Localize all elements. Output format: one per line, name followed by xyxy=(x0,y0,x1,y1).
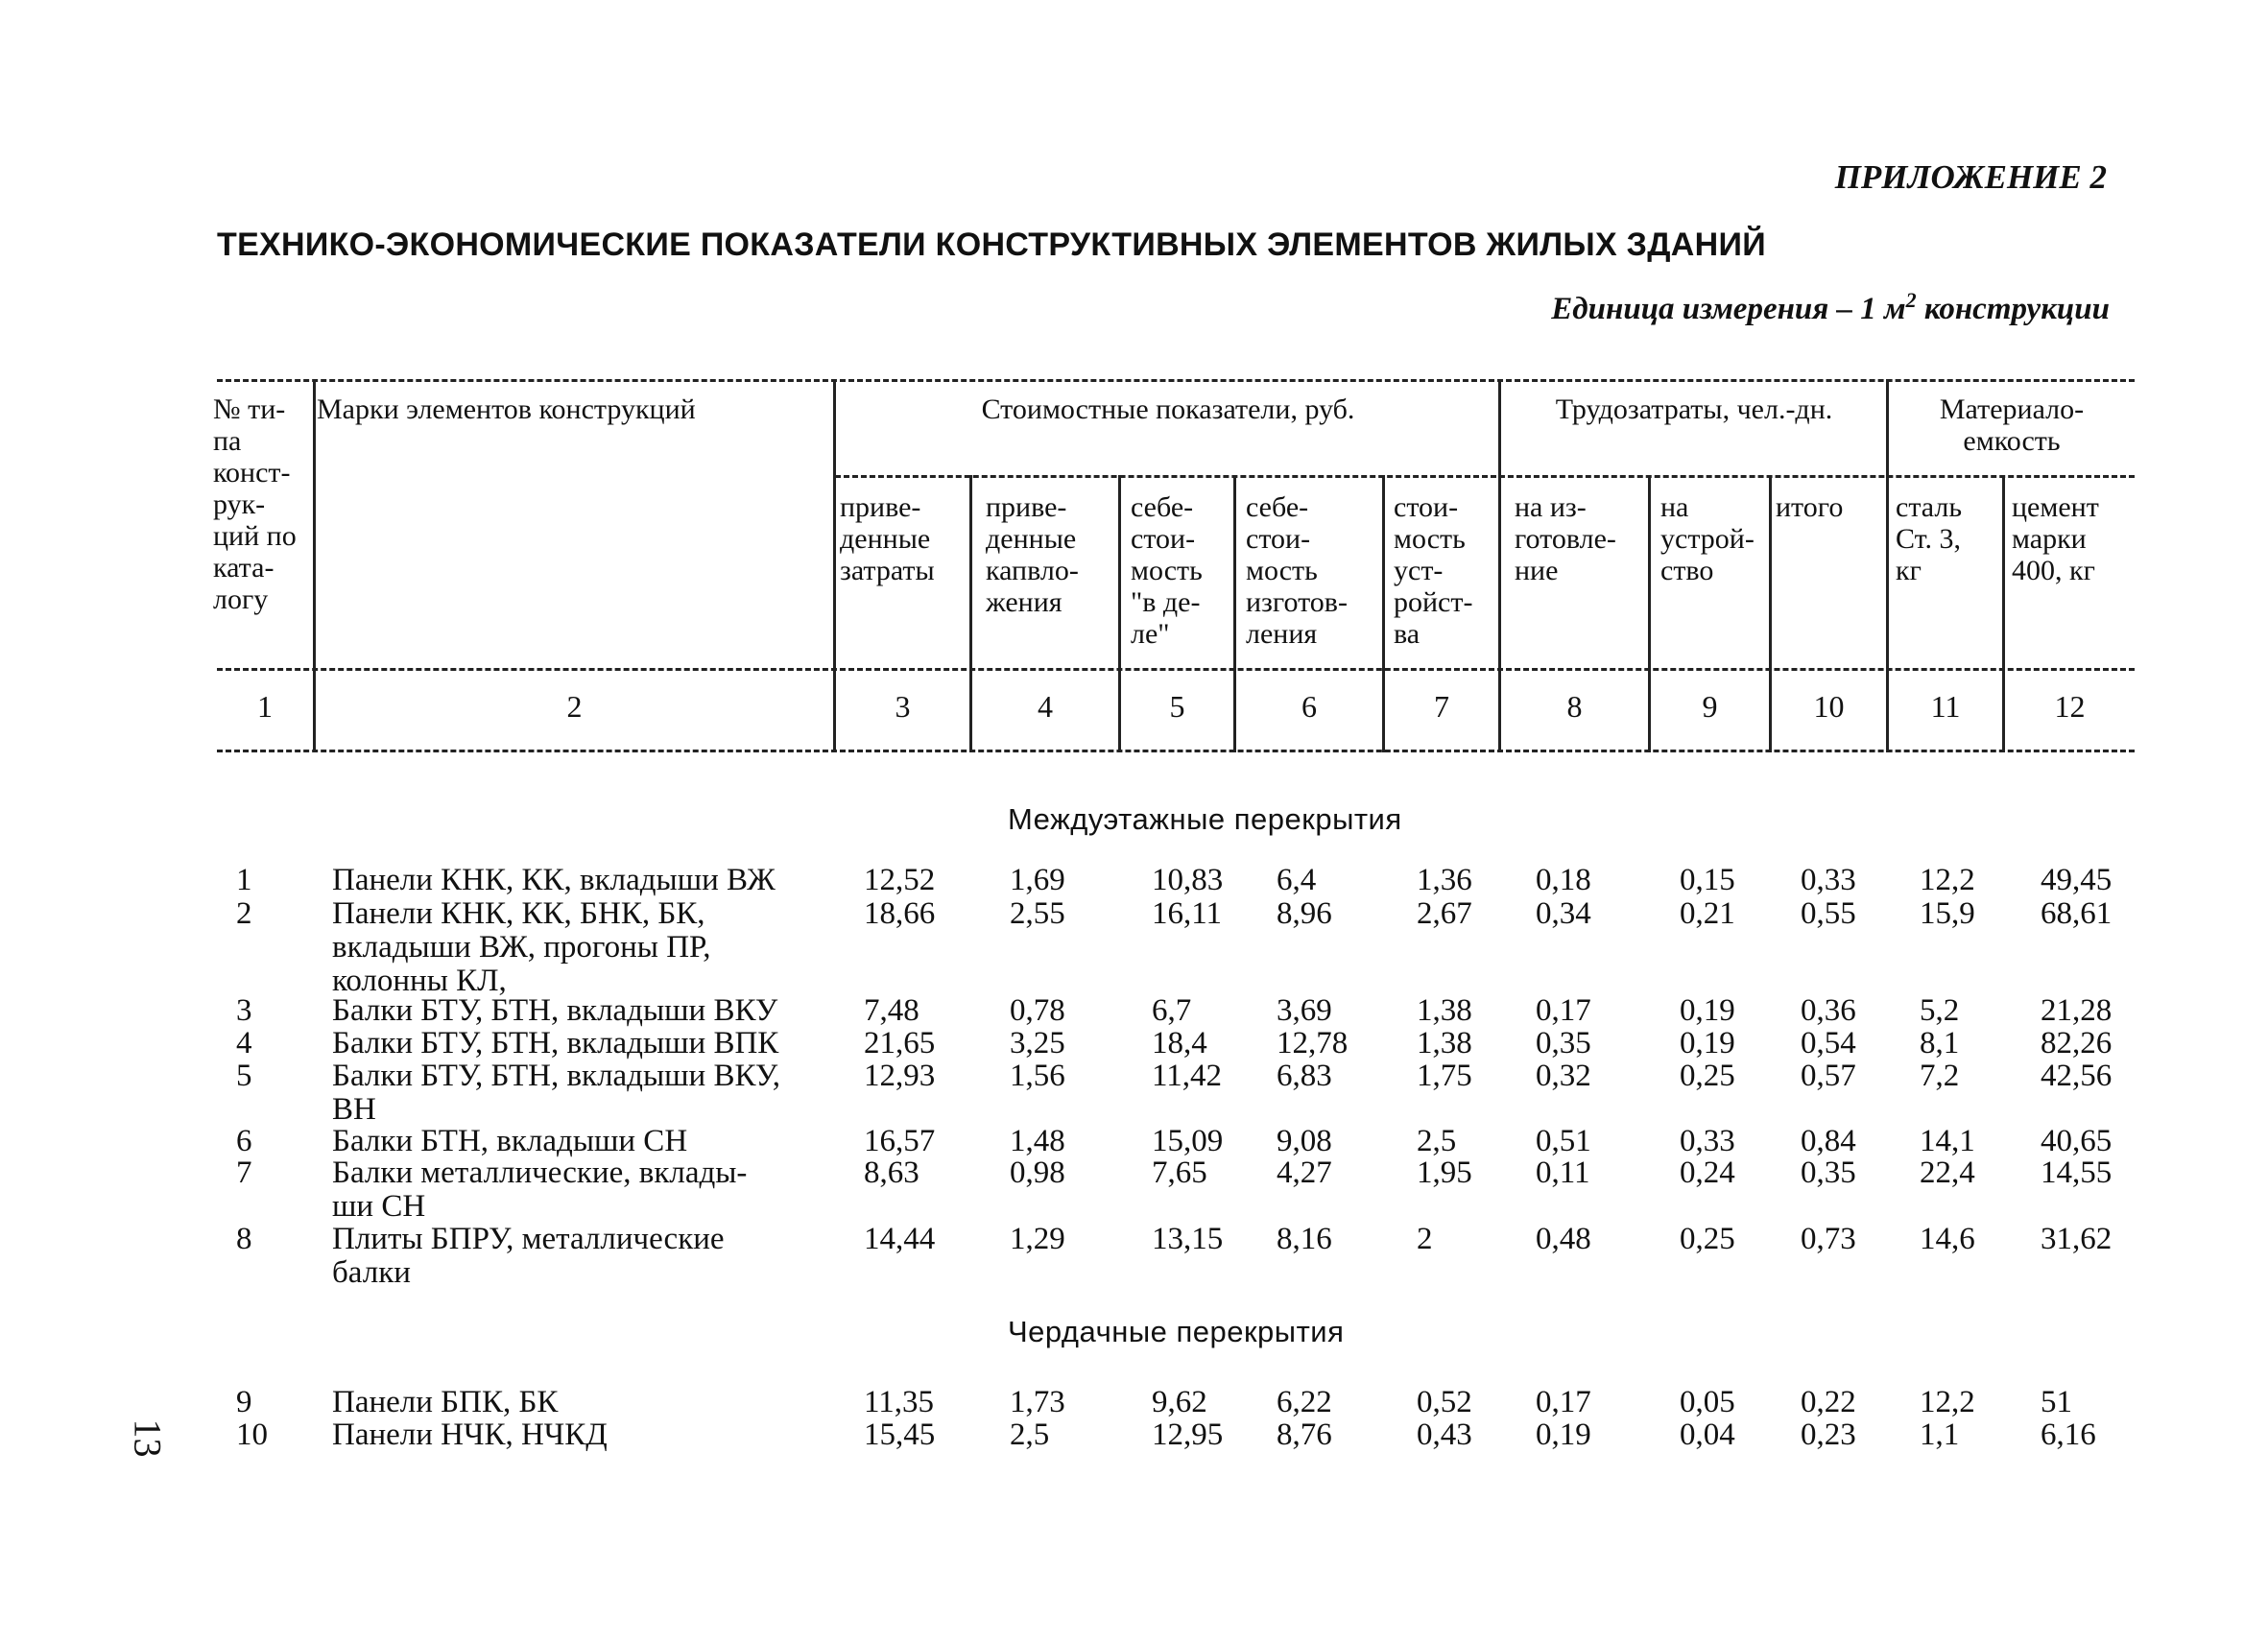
cell-value: 12,52 xyxy=(864,863,936,897)
column-number: 7 xyxy=(1434,689,1449,724)
row-number: 1 xyxy=(236,863,252,897)
cell-value: 1,73 xyxy=(1010,1385,1065,1419)
cell-value: 18,66 xyxy=(864,896,936,931)
cell-value: 0,78 xyxy=(1010,993,1065,1028)
cell-value: 16,57 xyxy=(864,1124,936,1158)
cell-value: 16,11 xyxy=(1152,896,1223,931)
column-number: 9 xyxy=(1702,689,1718,724)
header-element-marks: Марки элементов конструкций xyxy=(317,393,696,425)
row-element-marks: Плиты БПРУ, металлические балки xyxy=(332,1222,725,1290)
unit-prefix: Единица измерения – 1 м xyxy=(1551,292,1906,326)
cell-value: 2,67 xyxy=(1417,896,1472,931)
cell-value: 0,57 xyxy=(1801,1059,1856,1093)
cell-value: 0,34 xyxy=(1536,896,1591,931)
cell-value: 14,6 xyxy=(1920,1222,1975,1256)
row-element-marks: Панели КНК, КК, вкладыши ВЖ xyxy=(332,863,776,897)
cell-value: 21,65 xyxy=(864,1026,936,1060)
cell-value: 1,75 xyxy=(1417,1059,1472,1093)
column-number: 3 xyxy=(895,689,911,724)
cell-value: 9,62 xyxy=(1152,1385,1207,1419)
row-number: 3 xyxy=(236,993,252,1028)
cell-value: 1,48 xyxy=(1010,1124,1065,1158)
cell-value: 12,95 xyxy=(1152,1418,1224,1452)
header-labor-total: итого xyxy=(1776,491,1844,523)
header-material-group: Материало- емкость xyxy=(1939,393,2085,457)
cell-value: 12,93 xyxy=(864,1059,936,1093)
header-steel: сталь Ст. 3, кг xyxy=(1896,491,1963,586)
column-number: 4 xyxy=(1038,689,1053,724)
header-bottom-rule xyxy=(217,750,2135,752)
header-reduced-costs: приве- денные затраты xyxy=(840,491,935,586)
header-labor-manufacturing: на из- готовле- ние xyxy=(1515,491,1616,586)
cell-value: 9,08 xyxy=(1277,1124,1332,1158)
cell-value: 51 xyxy=(2041,1385,2072,1419)
cell-value: 15,9 xyxy=(1920,896,1975,931)
column-number: 1 xyxy=(257,689,273,724)
cell-value: 7,48 xyxy=(864,993,919,1028)
cell-value: 8,76 xyxy=(1277,1418,1332,1452)
cell-value: 0,55 xyxy=(1801,896,1856,931)
cell-value: 0,35 xyxy=(1536,1026,1591,1060)
cell-value: 0,04 xyxy=(1680,1418,1735,1452)
cell-value: 6,83 xyxy=(1277,1059,1332,1093)
cell-value: 0,48 xyxy=(1536,1222,1591,1256)
cell-value: 68,61 xyxy=(2041,896,2113,931)
row-number: 7 xyxy=(236,1156,252,1190)
row-element-marks: Балки БТУ, БТН, вкладыши ВКУ, ВН xyxy=(332,1059,781,1127)
cell-value: 0,19 xyxy=(1536,1418,1591,1452)
column-number: 12 xyxy=(2054,689,2086,724)
cell-value: 0,73 xyxy=(1801,1222,1856,1256)
page-number: 13 xyxy=(126,1418,170,1458)
cell-value: 6,7 xyxy=(1152,993,1192,1028)
cell-value: 11,35 xyxy=(864,1385,935,1419)
cell-value: 2,5 xyxy=(1010,1418,1050,1452)
header-reduced-investments: приве- денные капвло- жения xyxy=(986,491,1079,618)
row-element-marks: Балки БТУ, БТН, вкладыши ВПК xyxy=(332,1026,779,1060)
cell-value: 7,65 xyxy=(1152,1156,1207,1190)
cell-value: 6,22 xyxy=(1277,1385,1332,1419)
column-number: 5 xyxy=(1169,689,1185,724)
cell-value: 0,98 xyxy=(1010,1156,1065,1190)
section-title: Чердачные перекрытия xyxy=(1008,1315,1345,1348)
row-element-marks: Балки БТН, вкладыши СН xyxy=(332,1124,688,1158)
header-mid-rule xyxy=(217,668,2135,671)
cell-value: 0,36 xyxy=(1801,993,1856,1028)
row-number: 10 xyxy=(236,1418,268,1452)
column-number: 10 xyxy=(1813,689,1845,724)
column-number: 8 xyxy=(1566,689,1583,724)
column-number: 2 xyxy=(566,689,583,724)
cell-value: 0,52 xyxy=(1417,1385,1472,1419)
cell-value: 0,84 xyxy=(1801,1124,1856,1158)
cell-value: 1,95 xyxy=(1417,1156,1472,1190)
cell-value: 0,15 xyxy=(1680,863,1735,897)
cell-value: 8,63 xyxy=(864,1156,919,1190)
cell-value: 18,4 xyxy=(1152,1026,1207,1060)
cell-value: 21,28 xyxy=(2041,993,2113,1028)
cell-value: 1,56 xyxy=(1010,1059,1065,1093)
row-element-marks: Балки металлические, вклады- ши СН xyxy=(332,1156,748,1224)
cell-value: 0,17 xyxy=(1536,1385,1591,1419)
cell-value: 0,05 xyxy=(1680,1385,1735,1419)
cell-value: 0,33 xyxy=(1680,1124,1735,1158)
cell-value: 0,54 xyxy=(1801,1026,1856,1060)
cell-value: 82,26 xyxy=(2041,1026,2113,1060)
cell-value: 6,16 xyxy=(2041,1418,2096,1452)
cell-value: 1,29 xyxy=(1010,1222,1065,1256)
header-labor-group: Трудозатраты, чел.-дн. xyxy=(1555,393,1833,425)
cell-value: 8,1 xyxy=(1920,1026,1960,1060)
cell-value: 2,5 xyxy=(1417,1124,1457,1158)
cell-value: 10,83 xyxy=(1152,863,1224,897)
header-manufacturing-cost: себе- стои- мость изготов- ления xyxy=(1246,491,1348,650)
cell-value: 12,2 xyxy=(1920,863,1975,897)
cell-value: 3,69 xyxy=(1277,993,1332,1028)
cell-value: 8,16 xyxy=(1277,1222,1332,1256)
row-element-marks: Панели НЧК, НЧКД xyxy=(332,1418,608,1452)
cell-value: 0,32 xyxy=(1536,1059,1591,1093)
row-number: 4 xyxy=(236,1026,252,1060)
unit-suffix: конструкции xyxy=(1916,292,2110,326)
cell-value: 22,4 xyxy=(1920,1156,1975,1190)
cell-value: 0,35 xyxy=(1801,1156,1856,1190)
row-element-marks: Панели БПК, БК xyxy=(332,1385,559,1419)
cell-value: 7,2 xyxy=(1920,1059,1960,1093)
cell-value: 0,11 xyxy=(1536,1156,1590,1190)
cell-value: 12,78 xyxy=(1277,1026,1349,1060)
unit-superscript: 2 xyxy=(1905,288,1917,312)
row-number: 8 xyxy=(236,1222,252,1256)
cell-value: 0,19 xyxy=(1680,993,1735,1028)
cell-value: 8,96 xyxy=(1277,896,1332,931)
unit-of-measure xyxy=(1551,288,2110,327)
header-cost-in-place: себе- стои- мость "в де- ле" xyxy=(1131,491,1203,650)
cell-value: 12,2 xyxy=(1920,1385,1975,1419)
header-top-rule xyxy=(217,379,2135,382)
cell-value: 4,27 xyxy=(1277,1156,1332,1190)
document-title: ТЕХНИКО-ЭКОНОМИЧЕСКИЕ ПОКАЗАТЕЛИ КОНСТРУКТИВНЫХ ЭЛЕМЕНТОВ ЖИЛЫХ ЗДАНИЙ xyxy=(217,226,1766,263)
cell-value: 2 xyxy=(1417,1222,1433,1256)
cell-value: 0,23 xyxy=(1801,1418,1856,1452)
cell-value: 49,45 xyxy=(2041,863,2113,897)
cell-value: 0,33 xyxy=(1801,863,1856,897)
row-number: 9 xyxy=(236,1385,252,1419)
cell-value: 0,24 xyxy=(1680,1156,1735,1190)
section-title: Междуэтажные перекрытия xyxy=(1008,802,1402,836)
cell-value: 14,1 xyxy=(1920,1124,1975,1158)
cell-value: 1,38 xyxy=(1417,1026,1472,1060)
header-installation-cost: стои- мость уст- ройст- ва xyxy=(1394,491,1473,650)
header-labor-installation: на устрой- ство xyxy=(1660,491,1755,586)
cell-value: 0,19 xyxy=(1680,1026,1735,1060)
row-number: 5 xyxy=(236,1059,252,1093)
cell-value: 13,15 xyxy=(1152,1222,1224,1256)
cell-value: 0,25 xyxy=(1680,1222,1735,1256)
cell-value: 31,62 xyxy=(2041,1222,2113,1256)
cell-value: 0,21 xyxy=(1680,896,1735,931)
cell-value: 0,17 xyxy=(1536,993,1591,1028)
column-number: 11 xyxy=(1930,689,1961,724)
cell-value: 0,43 xyxy=(1417,1418,1472,1452)
cell-value: 3,25 xyxy=(1010,1026,1065,1060)
cell-value: 11,42 xyxy=(1152,1059,1223,1093)
cell-value: 1,36 xyxy=(1417,863,1472,897)
header-cement: цемент марки 400, кг xyxy=(2012,491,2099,586)
cell-value: 14,55 xyxy=(2041,1156,2113,1190)
cell-value: 0,22 xyxy=(1801,1385,1856,1419)
column-number: 6 xyxy=(1301,689,1317,724)
header-cost-group: Стоимостные показатели, руб. xyxy=(981,393,1355,425)
cell-value: 0,18 xyxy=(1536,863,1591,897)
cell-value: 15,09 xyxy=(1152,1124,1224,1158)
cell-value: 1,1 xyxy=(1920,1418,1960,1452)
row-number: 6 xyxy=(236,1124,252,1158)
cell-value: 42,56 xyxy=(2041,1059,2113,1093)
cell-value: 0,51 xyxy=(1536,1124,1591,1158)
cell-value: 0,25 xyxy=(1680,1059,1735,1093)
cell-value: 2,55 xyxy=(1010,896,1065,931)
row-number: 2 xyxy=(236,896,252,931)
cell-value: 14,44 xyxy=(864,1222,936,1256)
cell-value: 1,69 xyxy=(1010,863,1065,897)
cell-value: 40,65 xyxy=(2041,1124,2113,1158)
row-element-marks: Балки БТУ, БТН, вкладыши ВКУ xyxy=(332,993,778,1028)
cell-value: 6,4 xyxy=(1277,863,1317,897)
row-element-marks: Панели КНК, КК, БНК, БК, вкладыши ВЖ, прогоны ПР, колонны КЛ, xyxy=(332,896,711,998)
appendix-label: ПРИЛОЖЕНИЕ 2 xyxy=(1834,158,2107,196)
header-sub-rule xyxy=(835,475,2135,478)
cell-value: 5,2 xyxy=(1920,993,1960,1028)
cell-value: 15,45 xyxy=(864,1418,936,1452)
header-type-number: № ти- па конст- рук- ций по ката- логу xyxy=(213,393,297,615)
cell-value: 1,38 xyxy=(1417,993,1472,1028)
